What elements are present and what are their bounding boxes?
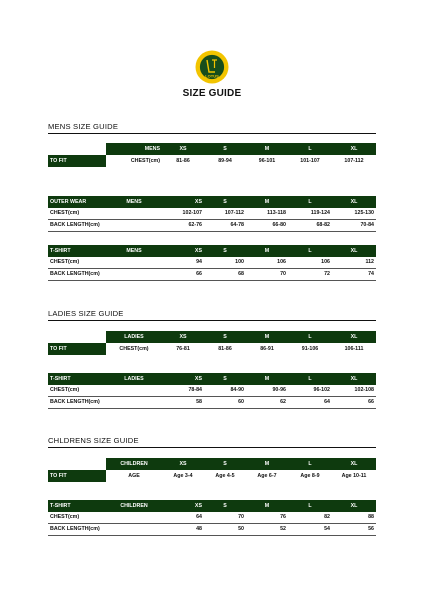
header-cell: XL — [332, 331, 376, 343]
cell: 66-80 — [246, 220, 288, 232]
header-cell: T-SHIRT — [48, 373, 106, 385]
childrens-tshirt-table — [48, 500, 376, 536]
header-cell: L — [288, 196, 332, 208]
cell: 48 — [162, 524, 204, 536]
table-row — [48, 220, 376, 232]
header-cell: XS — [162, 373, 204, 385]
cell: 68 — [204, 269, 246, 281]
cell: 82 — [288, 512, 332, 524]
header-cell — [48, 458, 106, 470]
table-row — [48, 512, 376, 524]
cell: 94 — [162, 257, 204, 269]
cell: Age 10-11 — [341, 473, 367, 479]
header-cell: S — [204, 143, 246, 155]
logo-text: LOTUS — [205, 73, 219, 79]
header-cell: L — [288, 500, 332, 512]
header-cell: XS — [162, 458, 204, 470]
cell: 106 — [288, 257, 332, 269]
table-row — [48, 208, 376, 220]
table-row — [48, 343, 376, 355]
header-cell: XS — [162, 196, 204, 208]
cell: Age 4-5 — [215, 473, 235, 479]
section-title: CHLDRENS SIZE GUIDE — [48, 436, 376, 448]
cell — [106, 269, 162, 281]
cell: 88 — [332, 512, 376, 524]
header-cell: CHILDREN — [106, 500, 162, 512]
header-cell: XS — [162, 500, 204, 512]
mens-tshirt-table — [48, 245, 376, 281]
cell: 76-81 — [176, 346, 190, 352]
row-label: BACK LENGTH(cm) — [48, 524, 106, 536]
cell: 56 — [332, 524, 376, 536]
header-cell: M — [246, 500, 288, 512]
cell: 52 — [246, 524, 288, 536]
row-sublabel: AGE — [128, 473, 140, 479]
cell: 106-111 — [344, 346, 364, 352]
mens-outerwear-table — [48, 196, 376, 232]
header-cell: S — [204, 458, 246, 470]
cell: 58 — [162, 397, 204, 409]
cell: 91-106 — [301, 346, 319, 352]
header-cell: XS — [162, 331, 204, 343]
cell: 68-82 — [288, 220, 332, 232]
section-title: MENS SIZE GUIDE — [48, 122, 376, 134]
cell: 70-84 — [332, 220, 376, 232]
header-cell: M — [246, 143, 288, 155]
cell: 62 — [246, 397, 288, 409]
header-cell: XS — [162, 245, 204, 257]
cell — [106, 524, 162, 536]
header-cell: S — [204, 245, 246, 257]
header-cell: OUTER WEAR — [48, 196, 106, 208]
cell: Age 8-9 — [300, 473, 320, 479]
cell: 102-107 — [162, 208, 204, 220]
header-cell: L — [288, 143, 332, 155]
header-cell: M — [246, 331, 288, 343]
row-label: TO FIT — [48, 343, 106, 355]
header-cell: L — [288, 331, 332, 343]
table-header-row — [48, 143, 376, 155]
cell: 112 — [332, 257, 376, 269]
cell: 102-108 — [332, 385, 376, 397]
row-label: BACK LENGTH(cm) — [48, 397, 106, 409]
row-label: CHEST(cm) — [48, 257, 106, 269]
table-header-row — [48, 500, 376, 512]
header-cell — [48, 143, 106, 155]
header-cell: M — [246, 196, 288, 208]
header-cell: XL — [332, 196, 376, 208]
header-cell: XL — [332, 500, 376, 512]
row-label: TO FIT — [48, 470, 106, 482]
childrens-section — [48, 436, 376, 448]
header-cell: LADIES — [106, 373, 162, 385]
row-label: CHEST(cm) — [48, 208, 106, 220]
table-header-row — [48, 458, 376, 470]
header-cell: LADIES — [106, 331, 162, 343]
cell: 62-76 — [162, 220, 204, 232]
cell: Age 3-4 — [173, 473, 193, 479]
table-row — [48, 397, 376, 409]
cell: 119-124 — [288, 208, 332, 220]
header-cell: S — [204, 196, 246, 208]
ladies-section — [48, 309, 376, 321]
row-label: CHEST(cm) — [48, 512, 106, 524]
cell: 64-78 — [204, 220, 246, 232]
table-header-row — [48, 245, 376, 257]
table-row — [48, 257, 376, 269]
cell: 66 — [332, 397, 376, 409]
cell: 72 — [288, 269, 332, 281]
table-row — [48, 524, 376, 536]
mens-fit-table — [48, 143, 376, 167]
ladies-fit-table — [48, 331, 376, 355]
cell: Age 6-7 — [257, 473, 277, 479]
cell: 81-86 — [176, 158, 190, 164]
cell: 70 — [204, 512, 246, 524]
cell: 107-112 — [344, 158, 364, 164]
cell: 81-86 — [218, 346, 232, 352]
header-cell: S — [204, 500, 246, 512]
cell: 100 — [204, 257, 246, 269]
cell: 90-96 — [246, 385, 288, 397]
cell: 86-91 — [260, 346, 274, 352]
row-sublabel: CHEST(cm) — [119, 346, 149, 352]
row-label: BACK LENGTH(cm) — [48, 220, 106, 232]
header-cell: M — [246, 245, 288, 257]
ladies-tshirt-table — [48, 373, 376, 409]
cell: 64 — [162, 512, 204, 524]
row-label: TO FIT — [48, 155, 106, 167]
table-row — [48, 155, 376, 167]
table-header-row — [48, 331, 376, 343]
cell — [106, 397, 162, 409]
cell: 50 — [204, 524, 246, 536]
header-cell: M — [246, 458, 288, 470]
header-cell: XL — [332, 458, 376, 470]
section-title: LADIES SIZE GUIDE — [48, 309, 376, 321]
table-row — [48, 470, 376, 482]
page-title: SIZE GUIDE — [182, 88, 242, 99]
header-cell: MENS — [106, 143, 162, 155]
table-row — [48, 385, 376, 397]
header-cell: S — [204, 373, 246, 385]
cell — [106, 512, 162, 524]
header-cell: CHILDREN — [106, 458, 162, 470]
header-cell: L — [288, 245, 332, 257]
cell: 84-90 — [204, 385, 246, 397]
cell: 70 — [246, 269, 288, 281]
table-header-row — [48, 373, 376, 385]
row-sublabel: CHEST(cm) — [130, 158, 160, 164]
cell — [106, 257, 162, 269]
header-cell: T-SHIRT — [48, 245, 106, 257]
cell: 107-112 — [204, 208, 246, 220]
header-cell: XL — [332, 245, 376, 257]
cell: 89-94 — [218, 158, 232, 164]
header-cell: T-SHIRT — [48, 500, 106, 512]
cell: 76 — [246, 512, 288, 524]
header-cell — [48, 331, 106, 343]
cell: 66 — [162, 269, 204, 281]
header-cell: MENS — [106, 245, 162, 257]
cell: 101-107 — [300, 158, 320, 164]
header-cell: XL — [332, 143, 376, 155]
cell: 96-101 — [258, 158, 276, 164]
table-header-row — [48, 196, 376, 208]
mens-section — [48, 122, 376, 134]
cell — [106, 385, 162, 397]
row-label: BACK LENGTH(cm) — [48, 269, 106, 281]
header-cell: MENS — [106, 196, 162, 208]
header-cell: S — [204, 331, 246, 343]
childrens-fit-table — [48, 458, 376, 482]
table-row — [48, 269, 376, 281]
cell: 74 — [332, 269, 376, 281]
cell: 96-102 — [288, 385, 332, 397]
header-cell: XL — [332, 373, 376, 385]
cell: 54 — [288, 524, 332, 536]
header-cell: XS — [162, 143, 204, 155]
header-cell: M — [246, 373, 288, 385]
cell — [106, 220, 162, 232]
cell: 64 — [288, 397, 332, 409]
cell: 60 — [204, 397, 246, 409]
lotus-logo-icon — [195, 50, 229, 84]
cell: 106 — [246, 257, 288, 269]
header-cell: L — [288, 373, 332, 385]
header-cell: L — [288, 458, 332, 470]
cell — [106, 208, 162, 220]
row-label: CHEST(cm) — [48, 385, 106, 397]
cell: 78-84 — [162, 385, 204, 397]
cell: 125-130 — [332, 208, 376, 220]
cell: 113-118 — [246, 208, 288, 220]
